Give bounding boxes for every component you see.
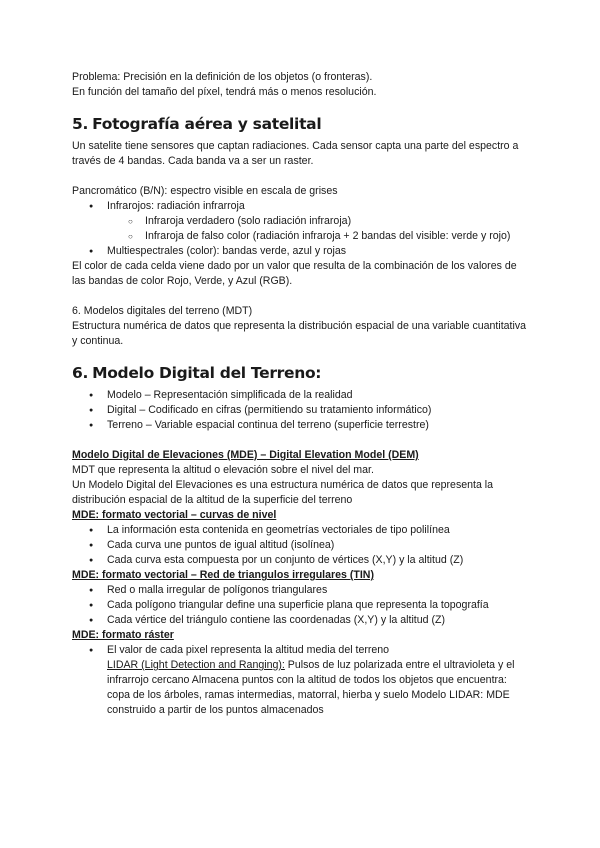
list-item: ● Terreno – Variable espacial continua del terreno (superficie terrestre) (72, 418, 532, 433)
mdt-definition: Estructura numérica de datos que representa la distribución espacial de una variable cuantitativa y continua. (72, 320, 527, 347)
list-item: ● La información esta contenida en geometrías vectoriales de tipo polilínea (72, 523, 532, 538)
mde-heading: Modelo Digital de Elevaciones (MDE) – Digital Elevation Model (DEM) (72, 449, 419, 461)
lidar-label: LIDAR (Light Detection and Ranging): (107, 659, 285, 671)
lidar-paragraph (72, 658, 532, 718)
list-item: ● Infrarojos: radiación infrarroja (72, 199, 532, 214)
list-subitem: ○ Infraroja de falso color (radiación infraroja + 2 bandas del visible: verde y rojo) (72, 229, 532, 244)
mdt-definition-list (72, 388, 532, 433)
section-5-heading (72, 114, 532, 134)
lidar-text: Pulsos de luz polarizada entre el ultravioleta y el infrarrojo cercano Almacena puntos con la altitud de todos los objetos que encuentra: copa de los árboles, ramas intermedias, matorral, hierba y suelo Modelo LIDAR: MDE construido a partir de los puntos almacenados (107, 659, 515, 716)
raster-list (72, 643, 532, 658)
pancromatico-line: Pancromático (B/N): espectro visible en escala de grises (72, 185, 338, 197)
mde-line-1: MDT que representa la altitud o elevación sobre el nivel del mar. (72, 464, 374, 476)
intro-problem-line: Problema: Precisión en la definición de los objetos (o fronteras). (72, 71, 373, 83)
list-item: ● Cada curva une puntos de igual altitud (isolínea) (72, 538, 532, 553)
section-5-title: Fotografía aérea y satelital (92, 115, 322, 133)
list-item: ● Cada curva esta compuesta por un conjunto de vértices (X,Y) y la altitud (Z) (72, 553, 532, 568)
document-page (72, 70, 532, 718)
list-item: ● Multiespectrales (color): bandas verde, azul y rojas (72, 244, 532, 259)
list-subitem: ○ Infraroja verdadero (solo radiación infraroja) (72, 214, 532, 229)
section-6-heading (72, 363, 532, 383)
section-5-number: 5. (72, 115, 89, 133)
curvas-list (72, 523, 532, 568)
rgb-paragraph: El color de cada celda viene dado por un valor que resulta de la combinación de los valores de las bandas de color Rojo, Verde, y Azul (RGB). (72, 260, 517, 287)
list-item: ● Digital – Codificado en cifras (permitiendo su tratamiento informático) (72, 403, 532, 418)
intro-resolution-line: En función del tamaño del píxel, tendrá más o menos resolución. (72, 86, 377, 98)
satellite-paragraph: Un satelite tiene sensores que captan radiaciones. Cada sensor capta una parte del espectro a través de 4 bandas. Cada banda va a ser un raster. (72, 140, 519, 167)
list-item: ● Modelo – Representación simplificada de la realidad (72, 388, 532, 403)
tin-list (72, 583, 532, 628)
section-6-title: Modelo Digital del Terreno: (92, 364, 322, 382)
band-list (72, 199, 532, 259)
list-item: ● Red o malla irregular de polígonos triangulares (72, 583, 532, 598)
list-item: ● El valor de cada pixel representa la altitud media del terreno (72, 643, 532, 658)
list-item: ● Cada vértice del triángulo contiene las coordenadas (X,Y) y la altitud (Z) (72, 613, 532, 628)
tin-heading: MDE: formato vectorial – Red de triangulos irregulares (TIN) (72, 569, 374, 581)
section-6-number: 6. (72, 364, 89, 382)
mdt-title-line: 6. Modelos digitales del terreno (MDT) (72, 305, 253, 317)
raster-heading: MDE: formato ráster (72, 629, 174, 641)
list-item: ● Cada polígono triangular define una superficie plana que representa la topografía (72, 598, 532, 613)
curvas-heading: MDE: formato vectorial – curvas de nivel (72, 509, 277, 521)
mde-line-2: Un Modelo Digital del Elevaciones es una estructura numérica de datos que representa la distribución espacial de la altitud de la superficie del terreno (72, 479, 494, 506)
